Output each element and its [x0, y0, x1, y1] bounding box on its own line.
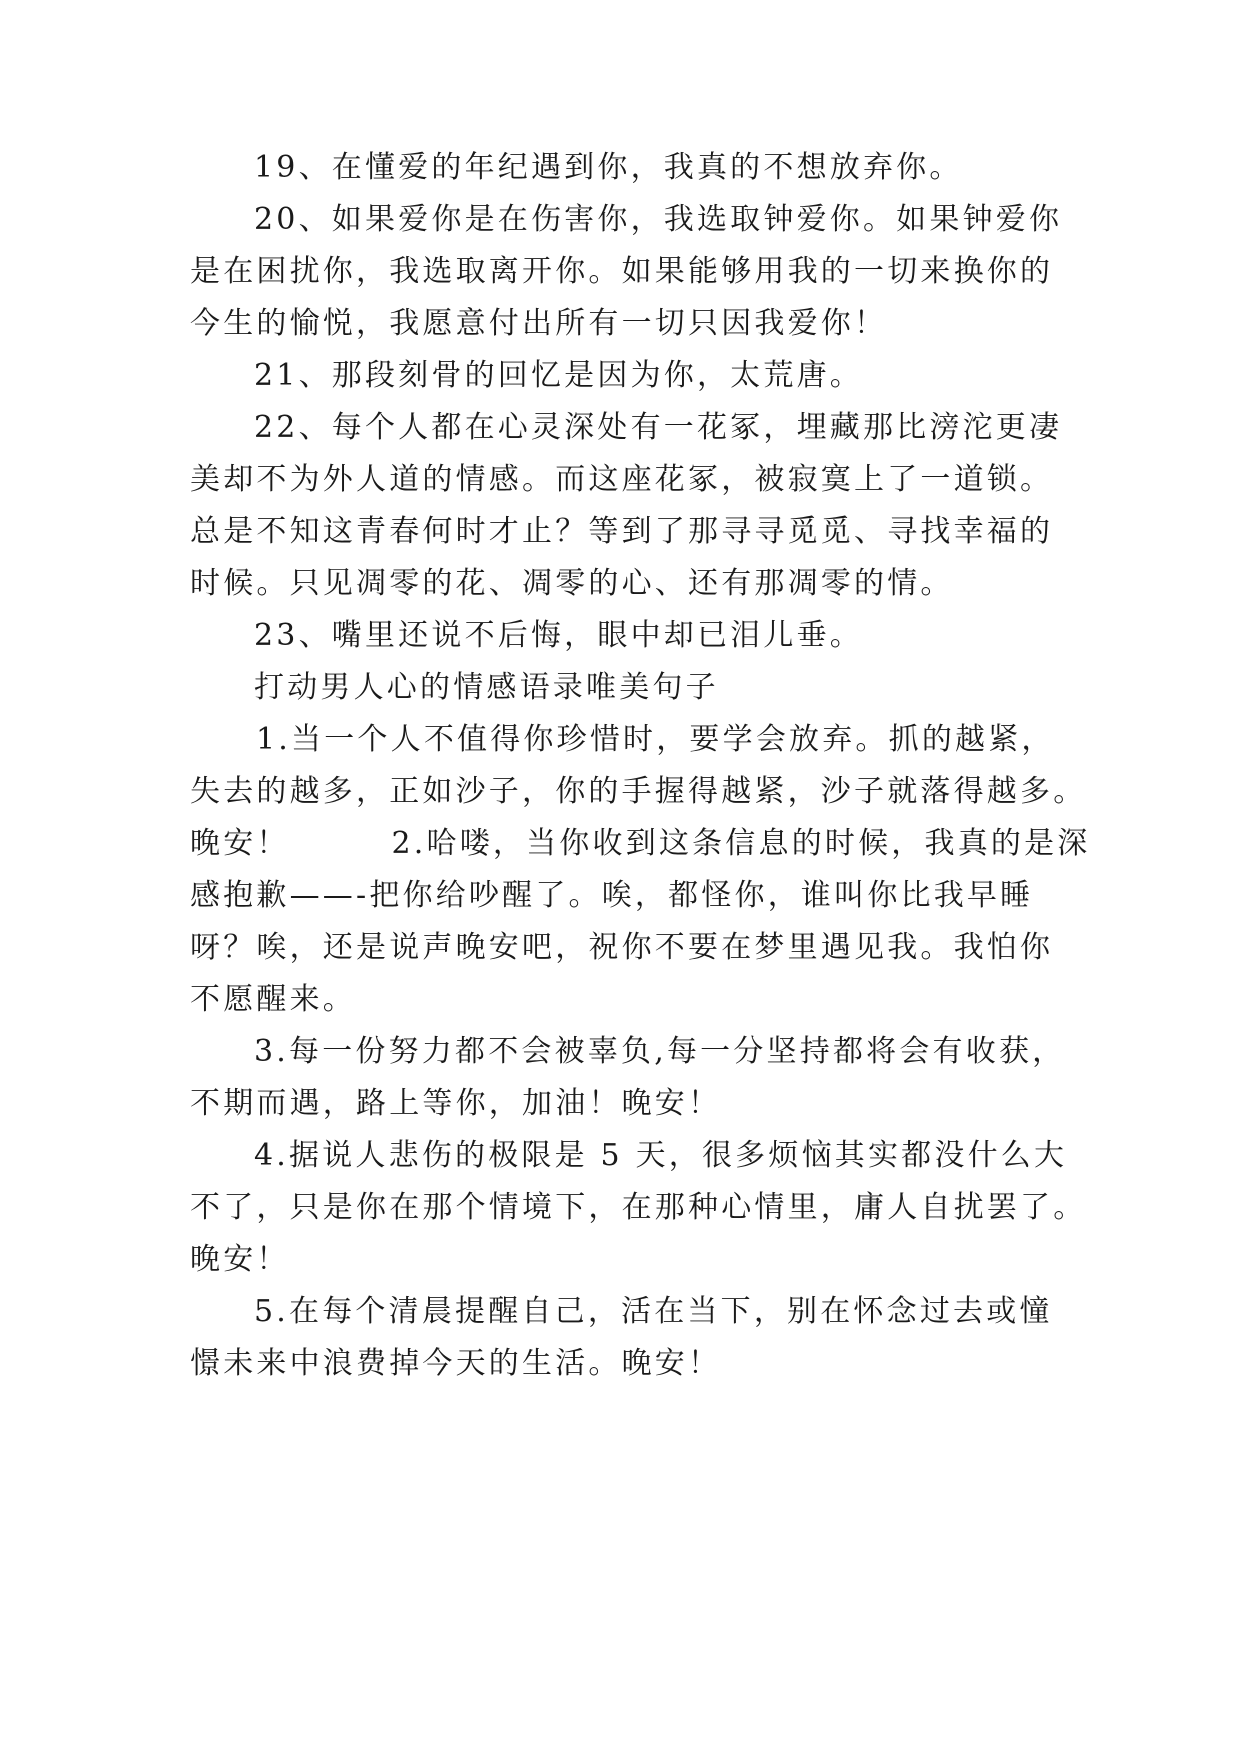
section-heading: 打动男人心的情感语录唯美句子: [254, 670, 719, 705]
text-line: 5.在每个清晨提醒自己，活在当下，别在怀念过去或憧: [254, 1294, 1053, 1329]
text-line: 20、如果爱你是在伤害你，我选取钟爱你。如果钟爱你: [254, 202, 1063, 237]
text-line: 是在困扰你，我选取离开你。如果能够用我的一切来换你的: [190, 254, 1054, 289]
text-line: 不愿醒来。: [190, 982, 356, 1017]
text-line: 晚安！: [190, 1242, 290, 1277]
text-line: 19、在懂爱的年纪遇到你，我真的不想放弃你。: [254, 150, 963, 185]
text-line: 21、那段刻骨的回忆是因为你，太荒唐。: [254, 358, 863, 393]
text-line: 感抱歉——-把你给吵醒了。唉，都怪你，谁叫你比我早睡: [190, 878, 1034, 913]
text-line: 失去的越多，正如沙子，你的手握得越紧，沙子就落得越多。: [190, 774, 1087, 809]
text-line: 总是不知这青春何时才止？等到了那寻寻觅觅、寻找幸福的: [190, 514, 1054, 549]
text-line: 23、嘴里还说不后悔，眼中却已泪儿垂。: [254, 618, 863, 653]
text-line: 晚安！ 2.哈喽，当你收到这条信息的时候，我真的是深: [190, 826, 1091, 861]
text-line: 22、每个人都在心灵深处有一花冢，埋藏那比滂沱更凄: [254, 410, 1063, 445]
text-line: 4.据说人悲伤的极限是 5 天，很多烦恼其实都没什么大: [254, 1138, 1068, 1173]
text-line: 呀？唉，还是说声晚安吧，祝你不要在梦里遇见我。我怕你: [190, 930, 1054, 965]
text-line: 不了，只是你在那个情境下，在那种心情里，庸人自扰罢了。: [190, 1190, 1087, 1225]
text-line: 时候。只见凋零的花、凋零的心、还有那凋零的情。: [190, 566, 954, 601]
text-line: 1.当一个人不值得你珍惜时，要学会放弃。抓的越紧，: [256, 722, 1055, 757]
text-line: 今生的愉悦，我愿意付出所有一切只因我爱你！: [190, 306, 888, 341]
text-line: 不期而遇，路上等你，加油！晚安！: [190, 1086, 722, 1121]
text-line: 3.每一份努力都不会被辜负,每一分坚持都将会有收获，: [254, 1034, 1066, 1069]
text-line: 美却不为外人道的情感。而这座花冢，被寂寞上了一道锁。: [190, 462, 1054, 497]
text-line: 憬未来中浪费掉今天的生活。晚安！: [190, 1346, 722, 1381]
